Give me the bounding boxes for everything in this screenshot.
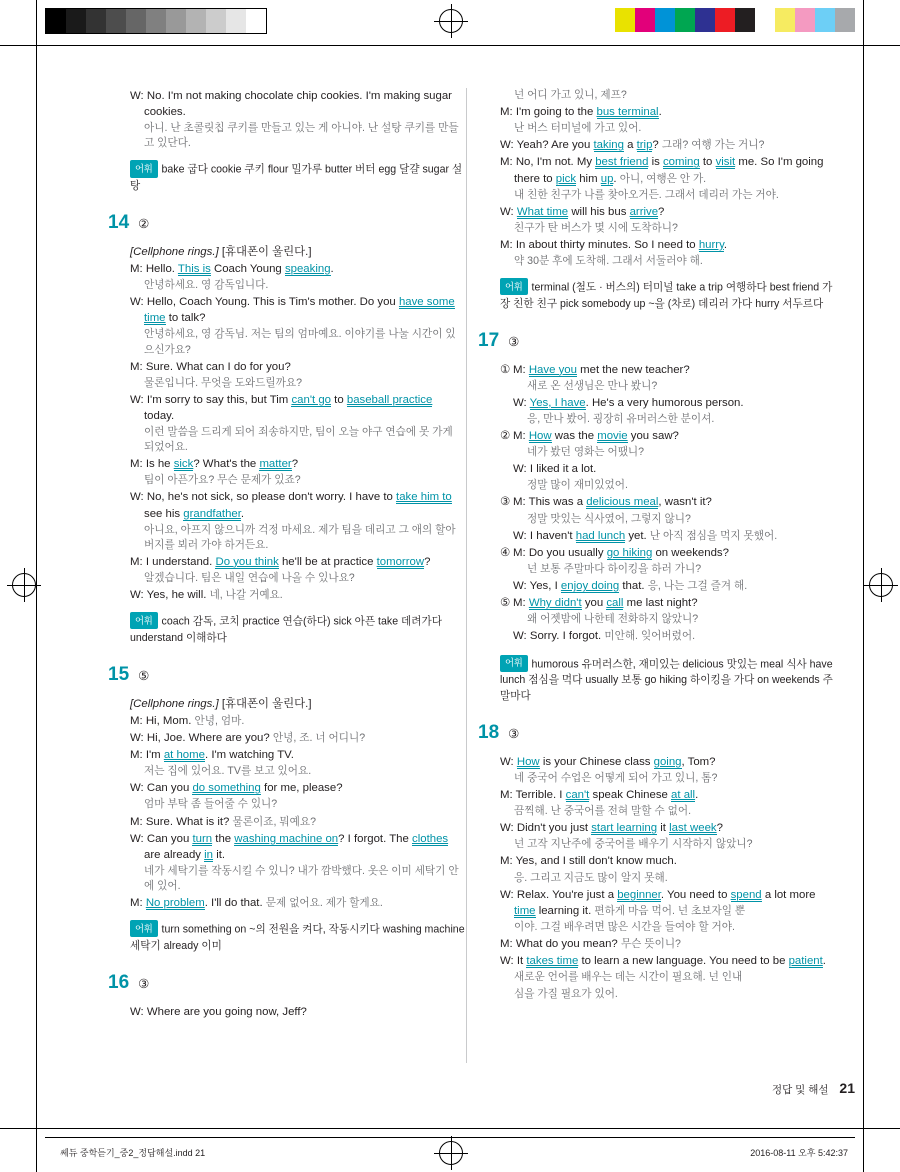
dialogue-line-ko: 친구가 탄 버스가 몇 시에 도착하니? <box>514 222 678 235</box>
dialogue-line: W: Yeah? Are you taking a trip? 그래? 여행 가는 거니? <box>500 139 765 152</box>
dialogue-line-ko: 저는 집에 있어요. TV를 보고 있어요. <box>144 765 312 778</box>
dialogue-line: M: I'm at home. I'm watching TV. <box>130 749 294 762</box>
question-answer: ⑤ <box>138 668 150 683</box>
choice-marker: ② <box>500 429 511 442</box>
vocabulary-box <box>130 160 465 194</box>
dialogue-line: M: This was a delicious meal, wasn't it? <box>513 496 712 509</box>
dialogue-line-ko: 팀이 아픈가요? 무슨 문제가 있죠? <box>144 474 301 487</box>
registration-mark-top <box>439 9 463 33</box>
dialogue-line: M: Hello. This is Coach Young speaking. <box>130 262 334 275</box>
question-heading-14 <box>108 210 465 237</box>
dialogue-line-ko: 약 30분 후에 도착해. 그래서 서둘러야 해. <box>514 255 703 268</box>
dialogue-line: W: Yes, I enjoy doing that. 응, 나는 그걸 즐겨 해. <box>513 580 748 593</box>
question-heading-17 <box>478 328 835 355</box>
vocabulary-text: humorous 유머러스한, 재미있는 delicious 맛있는 meal 식사 have lunch 점심을 먹다 usually 보통 go hiking 하이킹을 가다 on weekends 주말마다 <box>500 658 833 702</box>
choice-marker: ① <box>500 363 511 376</box>
dialogue-line-ko: 내 친한 친구가 나를 찾아오거든. 그래서 데리러 가는 거야. <box>514 188 779 201</box>
dialogue-line-ko: 넌 고작 지난주에 중국어를 배우기 시작하지 않았니? <box>514 838 753 851</box>
trim-line-right <box>863 0 864 1172</box>
dialogue-line: W: Yes, he will. 네, 나갈 거예요. <box>130 589 283 602</box>
vocabulary-text: terminal (철도 · 버스의) 터미널 take a trip 여행하다 best friend 가장 친한 친구 pick somebody up ~을 (차로) 데리러 가다 hurry 서두르다 <box>500 281 833 310</box>
dialogue-line-ko: 아니요, 아프지 않으니까 걱정 마세요. 제가 팀을 데리고 그 애의 할아버지를 뵈러 가야 하거든요. <box>144 523 456 551</box>
dialogue-line-ko: 안녕하세요. 영 감독입니다. <box>144 279 269 292</box>
footer-label: 정답 및 해설 <box>771 1084 829 1096</box>
dialogue-line-ko: 정말 맛있는 식사였어, 그렇지 않니? <box>527 512 691 525</box>
dialogue-line-ko: 이런 말씀을 드리게 되어 죄송하지만, 팀이 오늘 야구 연습에 못 가게 되었어요. <box>144 426 453 454</box>
dialogue-line: W: Yes, I have. He's a very humorous person. <box>513 396 744 409</box>
choice-marker: ④ <box>500 546 511 559</box>
dialogue-line-ko: 넌 어디 가고 있니, 제프? <box>514 89 627 101</box>
vocabulary-text: turn something on ~의 전원을 켜다, 작동시키다 washing machine 세탁기 already 이미 <box>130 923 465 952</box>
vocabulary-box <box>130 612 465 646</box>
dialogue-line-ko: 정말 많이 재미있었어. <box>527 479 628 492</box>
dialogue-line: M: No problem. I'll do that. 문제 없어요. 제가 할게요. <box>130 897 383 910</box>
print-file-name: 쎄듀 중학듣기_중2_정답해설.indd 21 <box>60 1148 206 1158</box>
dialogue-line: W: How is your Chinese class going, Tom? <box>500 755 716 768</box>
dialogue-line: M: Have you met the new teacher? <box>513 363 690 376</box>
trim-line-top <box>0 45 900 46</box>
dialogue-line-ko: 왜 어젯밤에 나한테 전화하지 않았니? <box>527 613 699 626</box>
dialogue-line: W: Where are you going now, Jeff? <box>130 1005 307 1018</box>
page-footer <box>0 1080 900 1097</box>
question-heading-16 <box>108 970 465 997</box>
dialogue-line: M: Terrible. I can't speak Chinese at all. <box>500 788 699 801</box>
dialogue-line-ko: 이야. 그걸 배우려면 많은 시간을 들여야 할 거야. <box>514 921 735 934</box>
right-column <box>478 88 835 1003</box>
dialogue-line-ko: 응. 그리고 지금도 많이 알지 못해. <box>514 871 668 884</box>
vocabulary-tag: 어휘 <box>130 920 158 937</box>
dialogue-line-ko: 네가 세탁기를 작동시킬 수 있니? 내가 깜박했다. 옷은 이미 세탁기 안에 있어. <box>144 865 459 893</box>
dialogue-line-ko: 물론입니다. 무엇을 도와드릴까요? <box>144 376 302 389</box>
vocabulary-tag: 어휘 <box>130 160 158 177</box>
dialogue-line: W: No, he's not sick, so please don't worry. I have to take him to see his grandfather. <box>130 491 452 520</box>
choice-marker: ⑤ <box>500 597 511 610</box>
dialogue-line: M: Sure. What can I do for you? <box>130 360 291 373</box>
dialogue-line: W: What time will his bus arrive? <box>500 205 665 218</box>
dialogue-line: M: Yes, and I still don't know much. <box>500 855 677 868</box>
dialogue-line-ko: 응, 만나 봤어. 굉장히 유머러스한 분이셔. <box>527 412 715 425</box>
question-answer: ② <box>138 216 150 231</box>
dialogue-line: M: No, I'm not. My best friend is coming to visit me. So I'm going there to pick him up. 아니, 여행은 안 가. <box>500 156 824 185</box>
dialogue-line-ko: 알겠습니다. 팀은 내일 연습에 나올 수 있나요? <box>144 572 355 585</box>
dialogue-line: W: I liked it a lot. <box>513 463 597 476</box>
dialogue-line: M: Do you usually go hiking on weekends? <box>513 546 729 559</box>
dialogue-line: M: I understand. Do you think he'll be at practice tomorrow? <box>130 555 431 568</box>
vocabulary-box <box>500 655 835 705</box>
choice-item <box>500 595 835 645</box>
vocabulary-tag: 어휘 <box>130 612 158 629</box>
vocabulary-text: coach 감독, 코치 practice 연습(하다) sick 아픈 take 데려가다 understand 이해하다 <box>130 615 442 644</box>
dialogue-line: M: Hi, Mom. 안녕, 엄마. <box>130 714 245 727</box>
page-number: 21 <box>839 1080 855 1096</box>
question-answer: ③ <box>508 726 520 741</box>
dialogue-line-ko: 넌 보통 주말마다 하이킹을 하러 가니? <box>527 563 702 575</box>
question-number: 16 <box>108 971 130 993</box>
dialogue-line-ko: 난 버스 터미널에 가고 있어. <box>514 122 642 135</box>
question-answer: ③ <box>138 976 150 991</box>
dialogue-line: W: No. I'm not making chocolate chip cookies. I'm making sugar cookies. <box>130 90 452 119</box>
vocabulary-box <box>500 278 835 312</box>
registration-mark-left <box>12 573 36 597</box>
registration-mark-right <box>869 573 893 597</box>
dialogue-line-ko: 안녕하세요, 영 감독님. 저는 팀의 엄마예요. 이야기를 나눌 시간이 있으신가요? <box>144 328 456 356</box>
dialogue-line: W: Can you turn the washing machine on? I forgot. The clothes are already in it. <box>130 832 449 861</box>
dialogue-line-ko: 네가 봤던 영화는 어땠니? <box>527 446 645 459</box>
registration-mark-bottom <box>439 1141 463 1165</box>
print-timestamp: 2016-08-11 오후 5:42:37 <box>750 1148 848 1158</box>
question-number: 15 <box>108 663 130 685</box>
dialogue-line-ko: 네 중국어 수업은 어떻게 되어 가고 있니, 톰? <box>514 771 718 784</box>
vocabulary-box <box>130 920 465 954</box>
dialogue-line: M: How was the movie you saw? <box>513 429 679 442</box>
dialogue-line: W: Hello, Coach Young. This is Tim's mother. Do you have some time to talk? <box>130 296 455 325</box>
footer-rule <box>45 1137 855 1138</box>
dialogue-line: M: Why didn't you call me last night? <box>513 597 698 610</box>
dialogue-line-ko: 아니. 난 초콜릿칩 쿠키를 만들고 있는 게 아니야. 난 설탕 쿠키를 만들고 있단다. <box>144 122 459 150</box>
dialogue-line-ko: 엄마 부탁 좀 들어줄 수 있니? <box>144 798 278 811</box>
dialogue-line: M: Sure. What is it? 물론이죠, 뭐예요? <box>130 815 316 828</box>
dialogue-line-ko: 새로 온 선생님은 만나 봤니? <box>527 379 658 392</box>
dialogue-line: M: What do you mean? 무슨 뜻이니? <box>500 938 681 951</box>
dialogue-line: M: In about thirty minutes. So I need to hurry. <box>500 239 728 252</box>
dialogue-line: W: Sorry. I forgot. 미안해. 잊어버렸어. <box>513 630 696 643</box>
column-divider <box>466 88 467 1063</box>
choice-item <box>500 494 835 544</box>
left-column <box>108 88 465 1021</box>
vocabulary-tag: 어휘 <box>500 278 528 295</box>
dialogue-line-ko: 끔찍해. 난 중국어를 전혀 말할 수 없어. <box>514 805 692 818</box>
trim-line-left <box>36 0 37 1172</box>
dialogue-line: W: I haven't had lunch yet. 난 아직 점심을 먹지 못했어. <box>513 529 778 542</box>
dialogue-line: W: Didn't you just start learning it last week? <box>500 822 723 835</box>
question-heading-15 <box>108 662 465 689</box>
dialogue-line-en: W: <box>130 90 144 102</box>
choice-item <box>500 428 835 494</box>
choice-marker: ③ <box>500 496 511 509</box>
dialogue-line: W: I'm sorry to say this, but Tim can't go to baseball practice today. <box>130 393 433 422</box>
dialogue-line: M: I'm going to the bus terminal. <box>500 106 662 119</box>
color-calibration-bar <box>615 8 855 32</box>
dialogue-line: M: Is he sick? What's the matter? <box>130 458 299 471</box>
choice-item <box>500 545 835 595</box>
dialogue-line: W: Hi, Joe. Where are you? 안녕, 조. 너 어디니? <box>130 731 366 744</box>
dialogue-line: W: It takes time to learn a new language. You need to be patient. 새로운 언어를 배우는 데는 시간이 필요해. 넌 인내 <box>500 955 826 984</box>
grayscale-calibration-bar <box>45 8 267 34</box>
question-number: 18 <box>478 721 500 743</box>
dialogue-line: W: Relax. You're just a beginner. You need to spend a lot more time learning it. 편하게 마음 먹어. 넌 초보자일 뿐 <box>500 888 816 917</box>
trim-line-bottom <box>0 1128 900 1129</box>
question-number: 17 <box>478 329 500 351</box>
question-number: 14 <box>108 211 130 233</box>
stage-direction: [Cellphone rings.] [휴대폰이 울린다.] <box>130 245 312 258</box>
choice-item <box>500 362 835 428</box>
vocabulary-text: bake 굽다 cookie 쿠키 flour 밀가루 butter 버터 egg 달걀 sugar 설탕 <box>130 163 463 192</box>
dialogue-line-ko: 심을 가질 필요가 있어. <box>514 987 618 1000</box>
stage-direction: [Cellphone rings.] [휴대폰이 울린다.] <box>130 697 312 710</box>
vocabulary-tag: 어휘 <box>500 655 528 672</box>
question-answer: ③ <box>508 334 520 349</box>
question-heading-18 <box>478 720 835 747</box>
dialogue-line: W: Can you do something for me, please? <box>130 782 343 795</box>
